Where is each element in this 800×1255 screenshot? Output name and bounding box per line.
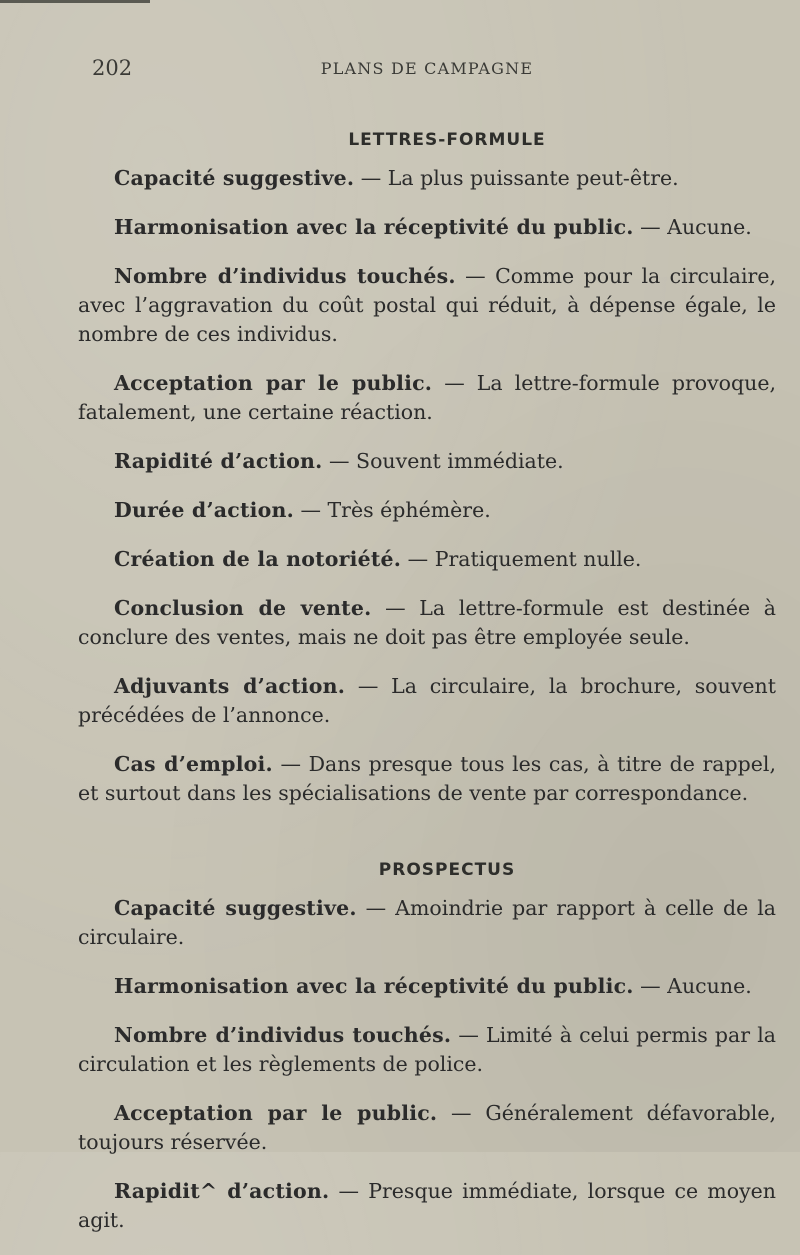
entry-separator: — xyxy=(354,166,388,190)
entry-term: Nombre d’individus touchés. xyxy=(114,264,456,288)
entry-separator: — xyxy=(322,449,357,473)
entry-description: Amoindrie par rapport à celle de la circulaire. xyxy=(78,896,776,949)
entry-term: Création de la notoriété. xyxy=(114,547,402,571)
entry xyxy=(78,1021,776,1079)
entry xyxy=(78,1177,776,1235)
entry-separator: — xyxy=(345,674,392,698)
entry xyxy=(78,164,776,193)
entry-term: Rapidit^ d’action. xyxy=(114,1179,330,1203)
entry xyxy=(78,672,776,730)
page-number: 202 xyxy=(92,56,133,80)
entry-term: Capacité suggestive. xyxy=(114,166,355,190)
entry xyxy=(78,447,776,476)
entry-separator: — xyxy=(329,1179,369,1203)
entry-description: La lettre-formule provoque, fatalement, une certaine réaction. xyxy=(78,371,776,424)
entry-term: Acceptation par le public. xyxy=(114,1101,438,1125)
entry-separator: — xyxy=(633,974,668,998)
running-head xyxy=(78,52,776,88)
entry-description: Dans presque tous les cas, à titre de rappel, et surtout dans les spécialisations de vente par correspondance. xyxy=(78,752,776,805)
entry-description: La plus puissante peut-être. xyxy=(387,166,679,190)
entries-lettres-formule xyxy=(78,164,776,808)
entry-description: La circulaire, la brochure, souvent précédées de l’annonce. xyxy=(78,674,776,727)
entry xyxy=(78,213,776,242)
entry xyxy=(78,594,776,652)
entry-term: Cas d’emploi. xyxy=(114,752,273,776)
section-heading-prospectus: PROSPECTUS xyxy=(378,860,516,880)
entry-description: Très éphémère. xyxy=(327,498,491,522)
entries-prospectus xyxy=(78,894,776,1235)
entry-separator: — xyxy=(437,1101,486,1125)
entry-separator: — xyxy=(371,596,420,620)
entry-term: Capacité suggestive. xyxy=(114,896,357,920)
entry-separator: — xyxy=(432,371,477,395)
book-page xyxy=(78,52,776,1255)
entry-description: Pratiquement nulle. xyxy=(434,547,642,571)
entry-separator: — xyxy=(455,264,496,288)
entry-description: Comme pour la circulaire, avec l’aggravation du coût postal qui réduit, à dépense égale, le nombre de ces individus. xyxy=(78,264,776,346)
entry-separator: — xyxy=(401,547,435,571)
entry-term: Adjuvants d’action. xyxy=(114,674,346,698)
entry-term: Harmonisation avec la réceptivité du public. xyxy=(114,215,634,239)
entry xyxy=(78,750,776,808)
entry-term: Rapidité d’action. xyxy=(114,449,323,473)
entry xyxy=(78,894,776,952)
entry-term: Acceptation par le public. xyxy=(114,371,433,395)
entry-description: Presque immédiate, lorsque ce moyen agit. xyxy=(78,1179,777,1232)
section-heading-lettres-formule: LETTRES-FORMULE xyxy=(348,130,546,150)
entry-separator: — xyxy=(356,896,396,920)
entry-term: Durée d’action. xyxy=(114,498,294,522)
entry-term: Harmonisation avec la réceptivité du public. xyxy=(114,974,634,998)
entry-description: Aucune. xyxy=(667,215,752,239)
entry-term: Nombre d’individus touchés. xyxy=(114,1023,452,1047)
entry xyxy=(78,1099,776,1157)
entry-description: La lettre-formule est destinée à conclure des ventes, mais ne doit pas être employée seule. xyxy=(78,596,776,649)
entry-term: Conclusion de vente. xyxy=(114,596,372,620)
entry xyxy=(78,545,776,574)
entry-description: Limité à celui permis par la circulation et les règlements de police. xyxy=(78,1023,776,1076)
entry-separator: — xyxy=(272,752,309,776)
running-title: PLANS DE CAMPAGNE xyxy=(320,59,534,78)
top-rule xyxy=(0,0,150,3)
entry xyxy=(78,262,776,349)
entry-description: Généralement défavorable, toujours réservée. xyxy=(78,1101,776,1154)
entry-separator: — xyxy=(293,498,328,522)
entry xyxy=(78,496,776,525)
entry-separator: — xyxy=(633,215,668,239)
entry-description: Aucune. xyxy=(667,974,752,998)
entry-description: Souvent immédiate. xyxy=(356,449,564,473)
entry xyxy=(78,369,776,427)
entry-separator: — xyxy=(451,1023,486,1047)
entry xyxy=(78,972,776,1001)
